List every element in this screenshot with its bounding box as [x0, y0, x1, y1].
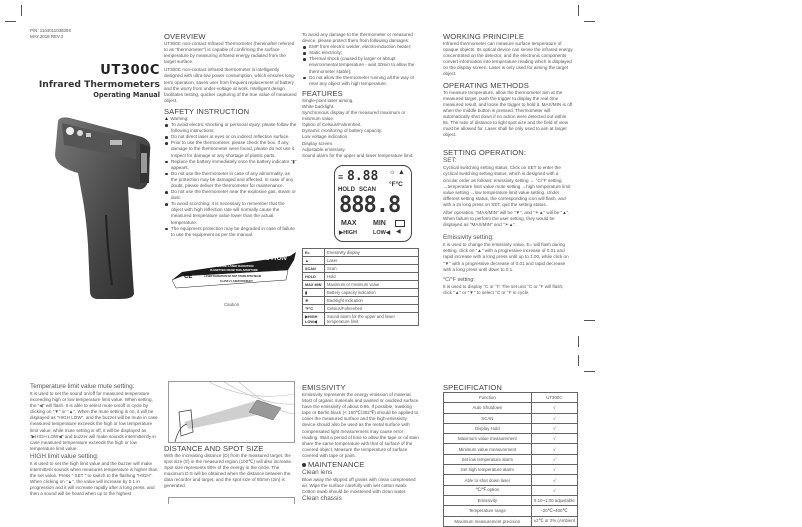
- model-title: UT300C: [100, 63, 160, 78]
- unit-setting-text: It is used to display °C or °F. The set unit °C or °F will flash; click "▲" or "▼" to select °C or °F in cycle.: [443, 283, 564, 295]
- set-label: SET:: [443, 157, 457, 165]
- caution-label-image: [172, 252, 297, 292]
- symbol-description: Emissivity display: [325, 249, 419, 257]
- spec-value: 0.10~1.00 adjustable: [531, 495, 577, 505]
- list-item: Do not allow the thermometer running all the way or near any object with high temperature.: [302, 75, 420, 87]
- caution-line: IS EMITTED FROM THIS APERTURE: [210, 267, 258, 272]
- high-limit-text: It is used to set the high limit value and the buzzer will make intermittent sounds when measures temperature is higher than the set value. Press " SET " to switch to the flashing "HIGH". When clicking on "▲", the value will increase by 0.1 in progression and it will increase rapidly after a long press, and then a sound will be heard when up to the highest: [30, 460, 158, 497]
- column-header: UT300C: [531, 393, 577, 403]
- clean-lens-label: Clean lens: [302, 469, 333, 477]
- list-item: Option of Celsius/Fahrenheit.: [302, 122, 362, 128]
- spec-function: Maximum measurement precision: [444, 516, 532, 526]
- caution-fine-print: CLASS 2 LASER PRODUCT: [220, 280, 253, 283]
- date-revision: MAY.2018 REV.3: [30, 33, 64, 39]
- symbol-icon: °F°C: [303, 305, 325, 313]
- document-subtitle: Operating Manual: [93, 91, 160, 99]
- list-item: EMF from electric welder, electro-induction heater;: [302, 44, 420, 50]
- symbol-description: Backlight indication: [325, 297, 419, 305]
- spec-function: Set high temperature alarm: [444, 465, 532, 475]
- crop-mark: [5, 21, 16, 22]
- operating-heading: OPERATING METHODS: [443, 80, 529, 90]
- table-row: [303, 305, 419, 313]
- spec-value: √: [531, 465, 577, 475]
- crop-mark: [584, 320, 595, 321]
- list-item: White backlight.: [302, 103, 335, 109]
- features-heading: FEATURES: [302, 88, 343, 98]
- ce-mark: CE: [184, 274, 193, 280]
- emissivity-text: Emissivity represents the energy emission of material. Most of organic materials and painted or oxidized surface have the emissivity of about 0.95. If possible, masking tape or Berlin black (< 150℃/302℉) should be applied to cover the measured surface and the high-emissivity device should also be used as the metal surface with compensated light measurement may cause error reading. Wait a period of time to allow the tape or oil stain share the same temperature with that of surface of the covered object. Measure the temperature of surface covered with tape or paint.: [302, 392, 419, 458]
- table-row: [303, 313, 419, 326]
- specification-heading: SPECIFICATION: [443, 383, 502, 392]
- lcd-low: LOW◀: [373, 230, 391, 236]
- distance-text: With the increasing distance (D) from the measured target, the spot size (S) in the measured region (100℃) will also increase. Spot size represents 90% of the energy in the circle. The maximum D:S will be obtained when the distance between the data recorder and target, and the spot size of 50mm (2in) is generated.: [164, 453, 293, 489]
- symbol-icon: HOLD: [303, 273, 325, 281]
- emissivity-heading: EMISSIVITY: [302, 383, 346, 392]
- spec-function: Minimum value measurement: [444, 444, 532, 454]
- emissivity-section: [302, 383, 420, 503]
- safety-heading: SAFETY INSTRUCTION: [164, 106, 250, 116]
- table-row: [444, 444, 578, 454]
- symbol-icon: E=: [303, 249, 325, 257]
- speaker-icon: ◀: [396, 229, 401, 235]
- symbol-description: Battery capacity indication: [325, 289, 419, 297]
- table-row: [303, 273, 419, 281]
- lcd-top-digits: 8.88: [347, 169, 379, 184]
- setting-heading: SETTING OPERATION:: [443, 148, 527, 158]
- overview-paragraph: UT300C non-contact Infrared Thermometer (hereinafter referred to as "thermometer") is capable of confirming the surface temperature by measuring infrared energy radiated from the target surface.: [164, 41, 295, 65]
- spec-value: -20℃~400℃: [531, 506, 577, 516]
- spec-value: √: [531, 475, 577, 485]
- list-item: Synchronous display of the measured maximum or minimum value.: [302, 110, 406, 122]
- symbol-description: Hold: [325, 273, 419, 281]
- spec-function: Able to shut down laser: [444, 475, 532, 485]
- working-text: Infrared thermometer can measure surface temperature of opaque objects. Its optical device can sense the infrared energy concentrated on the detector, and the electronic components convert information into temperature reading which is displayed on the display screen. Laser is only used for aiming the target object.: [443, 41, 573, 77]
- crop-mark: [578, 355, 579, 366]
- lcd-unit: °F°C: [389, 181, 403, 188]
- crop-mark: [21, 5, 22, 16]
- symbol-icon: ▲: [303, 257, 325, 265]
- list-item: Display screen.: [302, 140, 334, 146]
- list-item: Adjustable emissivity.: [302, 146, 346, 152]
- table-row: [444, 423, 578, 433]
- symbol-description: Celsius/Fahrenheit: [325, 305, 419, 313]
- spec-value: √: [531, 454, 577, 464]
- bullet-icon: [302, 463, 306, 467]
- table-row: [303, 249, 419, 257]
- lcd-high: ▶HIGH: [339, 230, 357, 236]
- operating-text: To measure temperature, allow the thermometer aim at the measured target, push the trigger to display the real time measured result, and loose the trigger to hold it. MAX/MIN is off when the middle button is pressed. Thermometer will automatically shut down if no action were detected out within 8s. The ratio of distance to light spot size and the field of view must be allowed for. Laser shall be only used to aim at target object.: [443, 89, 573, 138]
- table-row: [444, 434, 578, 444]
- spec-value: √: [531, 423, 577, 433]
- symbol-description: Sound alarm for the upper and lower temperature limit: [325, 313, 419, 326]
- distance-heading: DISTANCE AND SPOT SIZE: [164, 444, 264, 453]
- table-row: [444, 516, 578, 526]
- crop-mark: [584, 21, 595, 22]
- list-item: The equipment protection may be degraded in case of failure to use the equipment as per the manual.: [164, 226, 297, 238]
- warning-label: ▲ Warning:: [164, 115, 189, 122]
- lcd-scan: SCAN: [359, 187, 377, 193]
- laser-icon: ▲: [398, 169, 405, 176]
- symbol-description: Maximum or minimum value: [325, 281, 419, 289]
- symbol-description: Laser: [325, 257, 419, 265]
- list-item: Static electricity;: [302, 50, 420, 56]
- mute-text: It is used to set the sound on/off for measured temperature exceeding high or low temperature limit value. When setting, the "◀" will flash. It is able to select mute on/off in cycle by clicking on "▼" or "▲". When the mute setting is on, it will be displayed as "HIGH LOW", and the buzzer will be mute in case measured temperature exceeds the high or low temperature limit value; while mute setting is off, it will be displayed as "▶HIGH LOW◀" and buzzer will make sounds intermittently in case measured temperature exceeds the high or low temperature limit value.: [30, 391, 158, 451]
- table-row: [303, 289, 419, 297]
- list-item: Low voltage indication.: [302, 134, 349, 140]
- crop-mark: [584, 371, 595, 372]
- symbol-icon: ☀: [303, 297, 325, 305]
- table-row: [303, 281, 419, 289]
- table-row: [444, 485, 578, 495]
- maintenance-heading: MAINTENANCE: [302, 460, 420, 469]
- spec-value: √: [531, 403, 577, 413]
- crop-mark: [578, 336, 579, 347]
- list-item: To avoid scorching, it is necessary to remember that the object with high reflection rate will normally cause the measured temperature value lower than the actual temperature.: [164, 201, 297, 225]
- part-number: P/N: 110401103839X: [30, 28, 72, 33]
- working-heading: WORKING PRINCIPLE: [443, 32, 525, 41]
- symbol-icon: ▮: [303, 289, 325, 297]
- list-item: Dynamic monitoring of battery capacity.: [302, 128, 383, 134]
- battery-icon: [395, 220, 405, 227]
- spec-value: √: [531, 413, 577, 423]
- spec-value: √: [531, 434, 577, 444]
- damage-list: [302, 44, 420, 87]
- mute-heading: Temperature limit value mute setting:: [30, 383, 135, 390]
- list-item: Prior to use the thermometer, please check the box. If any damage to the thermometer were found, please do not use it. Inspect for damage or any shortage of plastic parts.: [164, 140, 297, 158]
- set-text: Cyclical switching setting status. Click on SET to enter the cyclical switching setting status, which is designed with a circular order as follows: emissivity setting → °C/°F setting →temperature limit value mute setting →high temperature limit value setting →low temperature limit value setting. Under different setting status, the corresponding icon will flash, and with a 2s long press on SET, quit the setting status.: [443, 165, 571, 207]
- after-operation-text: After operation, "MAX/MIN" will be "▼", and "☀▲" will be "▲". When failure to perform the user setting, they would be displayed as "MAX/MIN" and "☀▲".: [443, 209, 570, 228]
- high-limit-heading: HIGH limit value setting:: [30, 452, 99, 460]
- backlight-icon: ☼: [389, 169, 396, 176]
- table-row: [444, 506, 578, 516]
- thermometer-image: [50, 115, 160, 300]
- laser-warning-icon: ▲: [190, 264, 195, 270]
- list-item: Do not use the thermometer in case of any abnormality, as the protection may be damaged and affected. In case of any doubt, please deliver the thermometer for maintenance.: [164, 171, 297, 189]
- emissivity-setting-text: It is used to change the emissivity value. E= will flash during setting, click on "▲" with a progressive increase of 0.01 and rapid increase with a long press until up to 1.00, while click on "▼" with a progressive decrease of 0.01 and rapid decrease with a long press until down to 0.1.: [443, 242, 569, 272]
- symbol-icon: SCAN: [303, 265, 325, 273]
- spec-value: ±2℃ or 2% (Ambient: [531, 516, 577, 526]
- lcd-main-digits: 888.8: [339, 193, 401, 218]
- emissivity-setting-label: Emissivity setting:: [443, 234, 494, 242]
- spec-function: Set low temperature alarm: [444, 454, 532, 464]
- table-row: [303, 297, 419, 305]
- table-row: [303, 265, 419, 273]
- damage-intro: To avoid any damage to the thermometer or measured device, please protect them from following damages:: [302, 32, 413, 44]
- table-row: [444, 454, 578, 464]
- symbol-icon: ▶HIGH LOW◀: [303, 313, 325, 326]
- spec-function: Emissivity: [444, 495, 532, 505]
- clean-lens-text: Blow away the slipped off grains with clean compressed air. Wipe the surface carefully with wet cotton swab. Cotton swab should be moistened with clean water.: [302, 477, 416, 495]
- unit-setting-label: °C/°F setting:: [443, 276, 475, 283]
- features-list: [302, 98, 420, 159]
- spec-function: Maximum value measurement: [444, 434, 532, 444]
- document-title: Infrared Thermometers: [38, 79, 160, 90]
- spec-function: SCAN: [444, 413, 532, 423]
- list-item: Do not use the thermometer near the explosive gas, steam or dust.: [164, 189, 297, 201]
- column-header: Function: [444, 393, 532, 403]
- caution-fine-print: LASER RADIATION DO NOT STARE INTO BEAM: [204, 274, 261, 278]
- damage-section: [302, 32, 420, 159]
- crop-mark: [578, 5, 579, 16]
- caution-caption: Caution: [224, 302, 240, 307]
- spec-function: Auto Shutdown: [444, 403, 532, 413]
- caution-line: AVOID EXPOSURE-LASER RADIATION: [202, 264, 254, 268]
- lcd-min: MIN: [373, 220, 386, 227]
- list-item: Do not direct laser at eyes or on indirect reflection surface.: [164, 134, 297, 140]
- spec-function: ℃/℉ option: [444, 485, 532, 495]
- list-item: Single-point laser aiming.: [302, 97, 354, 103]
- list-item: To avoid electric shocking or personal injury, please follow the following instructions:: [164, 122, 297, 134]
- specification-section: [443, 383, 578, 527]
- spec-function: Temperature range: [444, 506, 532, 516]
- working-section: [443, 32, 573, 296]
- list-item: Thermal shock (caused by larger or abrupt environmental temperature - wait 30min to allow the thermometer stable);: [302, 56, 420, 74]
- table-row: [444, 403, 578, 413]
- lcd-max: MAX: [341, 220, 357, 227]
- spec-function: Display Hold: [444, 423, 532, 433]
- emissivity-icon: ≡: [338, 172, 344, 182]
- table-header-row: [444, 393, 578, 403]
- specification-table: [443, 392, 578, 527]
- table-row: [444, 465, 578, 475]
- table-row: [444, 413, 578, 423]
- warning-icon: ▲: [164, 115, 169, 122]
- overview-paragraph: UT300C non-contact infrared thermometer is intelligently designed with ultra-low power consumption, which ensures long-term operation, saves user from frequent replacement of battery and the worry from under-voltage at work. Intelligent design facilitates testing, quicker capturing of the true value of measured object.: [164, 67, 297, 103]
- spot-size-diagram: [168, 381, 295, 443]
- table-row: [444, 475, 578, 485]
- symbol-icon: MAX MIN: [303, 281, 325, 289]
- symbol-description: Scan: [325, 265, 419, 273]
- list-item: Sound alarm for the upper and lower temperature limit.: [302, 152, 414, 158]
- table-row: [303, 257, 419, 265]
- overview-heading: OVERVIEW: [164, 32, 206, 41]
- distance-section: [164, 444, 297, 490]
- lcd-display-diagram: [334, 165, 412, 242]
- caution-title: CAUTION: [255, 255, 287, 262]
- safety-list: [164, 122, 297, 238]
- clean-chassis-label: Clean chassis: [302, 495, 342, 503]
- spec-value: √: [531, 485, 577, 495]
- lcd-hold: HOLD: [338, 187, 355, 193]
- spec-value: √: [531, 444, 577, 454]
- symbol-table: [302, 248, 419, 326]
- list-item: Replace the battery immediately once the battery indicator "▮" appears.: [164, 159, 297, 171]
- mute-section: [30, 383, 160, 498]
- overview-section: [164, 32, 297, 238]
